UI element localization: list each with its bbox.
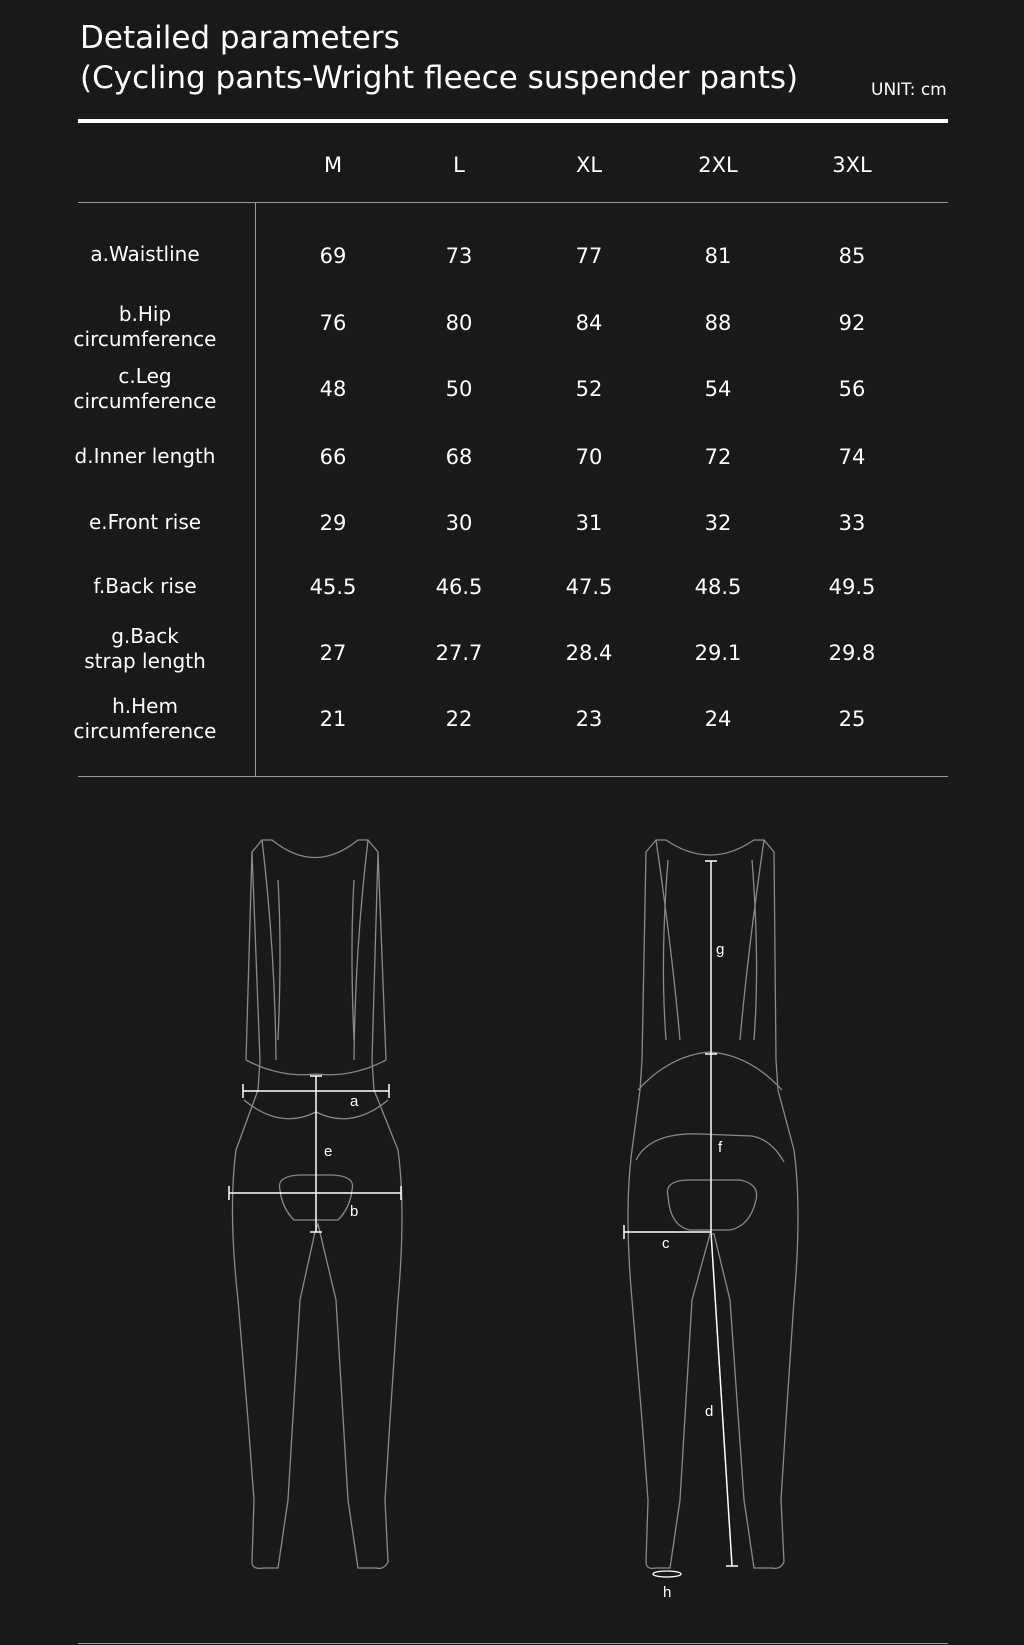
row-label-hip-circumference: b.Hip circumference xyxy=(73,302,217,351)
column-header-xl: XL xyxy=(575,153,603,177)
marker-e: e xyxy=(324,1143,333,1160)
table-cell: 80 xyxy=(445,311,473,335)
title-line-1: Detailed parameters xyxy=(80,20,400,56)
marker-g: g xyxy=(716,941,725,958)
table-cell: 54 xyxy=(704,377,732,401)
table-cell: 48 xyxy=(319,377,347,401)
front-view-outline xyxy=(232,840,402,1568)
column-header-3xl: 3XL xyxy=(832,153,872,177)
marker-b: b xyxy=(350,1203,359,1220)
table-cell: 22 xyxy=(445,707,473,731)
table-cell: 32 xyxy=(704,511,732,535)
title-line-2: (Cycling pants-Wright fleece suspender pants) xyxy=(80,60,799,96)
row-label-hem-circumference: h.Hem circumference xyxy=(73,694,217,743)
marker-f: f xyxy=(718,1139,723,1156)
table-cell: 29 xyxy=(319,511,347,535)
table-cell: 27 xyxy=(319,641,347,665)
table-cell: 74 xyxy=(838,445,866,469)
table-cell: 48.5 xyxy=(694,575,742,599)
table-cell: 72 xyxy=(704,445,732,469)
row-label-waistline: a.Waistline xyxy=(90,242,200,266)
row-label-back-strap-length: g.Back strap length xyxy=(84,624,206,673)
table-cell: 76 xyxy=(319,311,347,335)
table-cell: 68 xyxy=(445,445,473,469)
table-cell: 21 xyxy=(319,707,347,731)
column-header-l: L xyxy=(453,153,465,177)
table-cell: 33 xyxy=(838,511,866,535)
table-cell: 31 xyxy=(575,511,603,535)
table-cell: 25 xyxy=(838,707,866,731)
table-cell: 29.8 xyxy=(828,641,876,665)
table-cell: 88 xyxy=(704,311,732,335)
back-view-outline xyxy=(628,840,798,1568)
table-cell: 69 xyxy=(319,244,347,268)
marker-h: h xyxy=(663,1584,672,1601)
row-label-front-rise: e.Front rise xyxy=(88,510,202,534)
table-cell: 77 xyxy=(575,244,603,268)
table-cell: 92 xyxy=(838,311,866,335)
row-label-inner-length: d.Inner length xyxy=(74,444,216,468)
row-label-leg-circumference: c.Leg circumference xyxy=(73,364,217,413)
table-cell: 27.7 xyxy=(435,641,483,665)
table-cell: 24 xyxy=(704,707,732,731)
table-cell: 85 xyxy=(838,244,866,268)
table-cell: 84 xyxy=(575,311,603,335)
table-cell: 73 xyxy=(445,244,473,268)
row-label-back-rise: f.Back rise xyxy=(93,574,197,598)
back-view-measure-lines xyxy=(624,861,738,1566)
hem-marker-ellipse xyxy=(653,1571,681,1577)
table-cell: 23 xyxy=(575,707,603,731)
marker-c: c xyxy=(662,1235,670,1252)
table-cell: 49.5 xyxy=(828,575,876,599)
unit-label: UNIT: cm xyxy=(871,80,947,100)
marker-a: a xyxy=(350,1093,359,1110)
table-cell: 46.5 xyxy=(435,575,483,599)
table-cell: 52 xyxy=(575,377,603,401)
column-header-2xl: 2XL xyxy=(698,153,738,177)
column-header-m: M xyxy=(323,153,343,177)
table-cell: 29.1 xyxy=(694,641,742,665)
table-cell: 56 xyxy=(838,377,866,401)
table-cell: 28.4 xyxy=(565,641,613,665)
table-cell: 47.5 xyxy=(565,575,613,599)
table-cell: 81 xyxy=(704,244,732,268)
table-cell: 50 xyxy=(445,377,473,401)
marker-d: d xyxy=(705,1403,714,1420)
table-cell: 66 xyxy=(319,445,347,469)
table-cell: 45.5 xyxy=(309,575,357,599)
table-cell: 70 xyxy=(575,445,603,469)
table-cell: 30 xyxy=(445,511,473,535)
